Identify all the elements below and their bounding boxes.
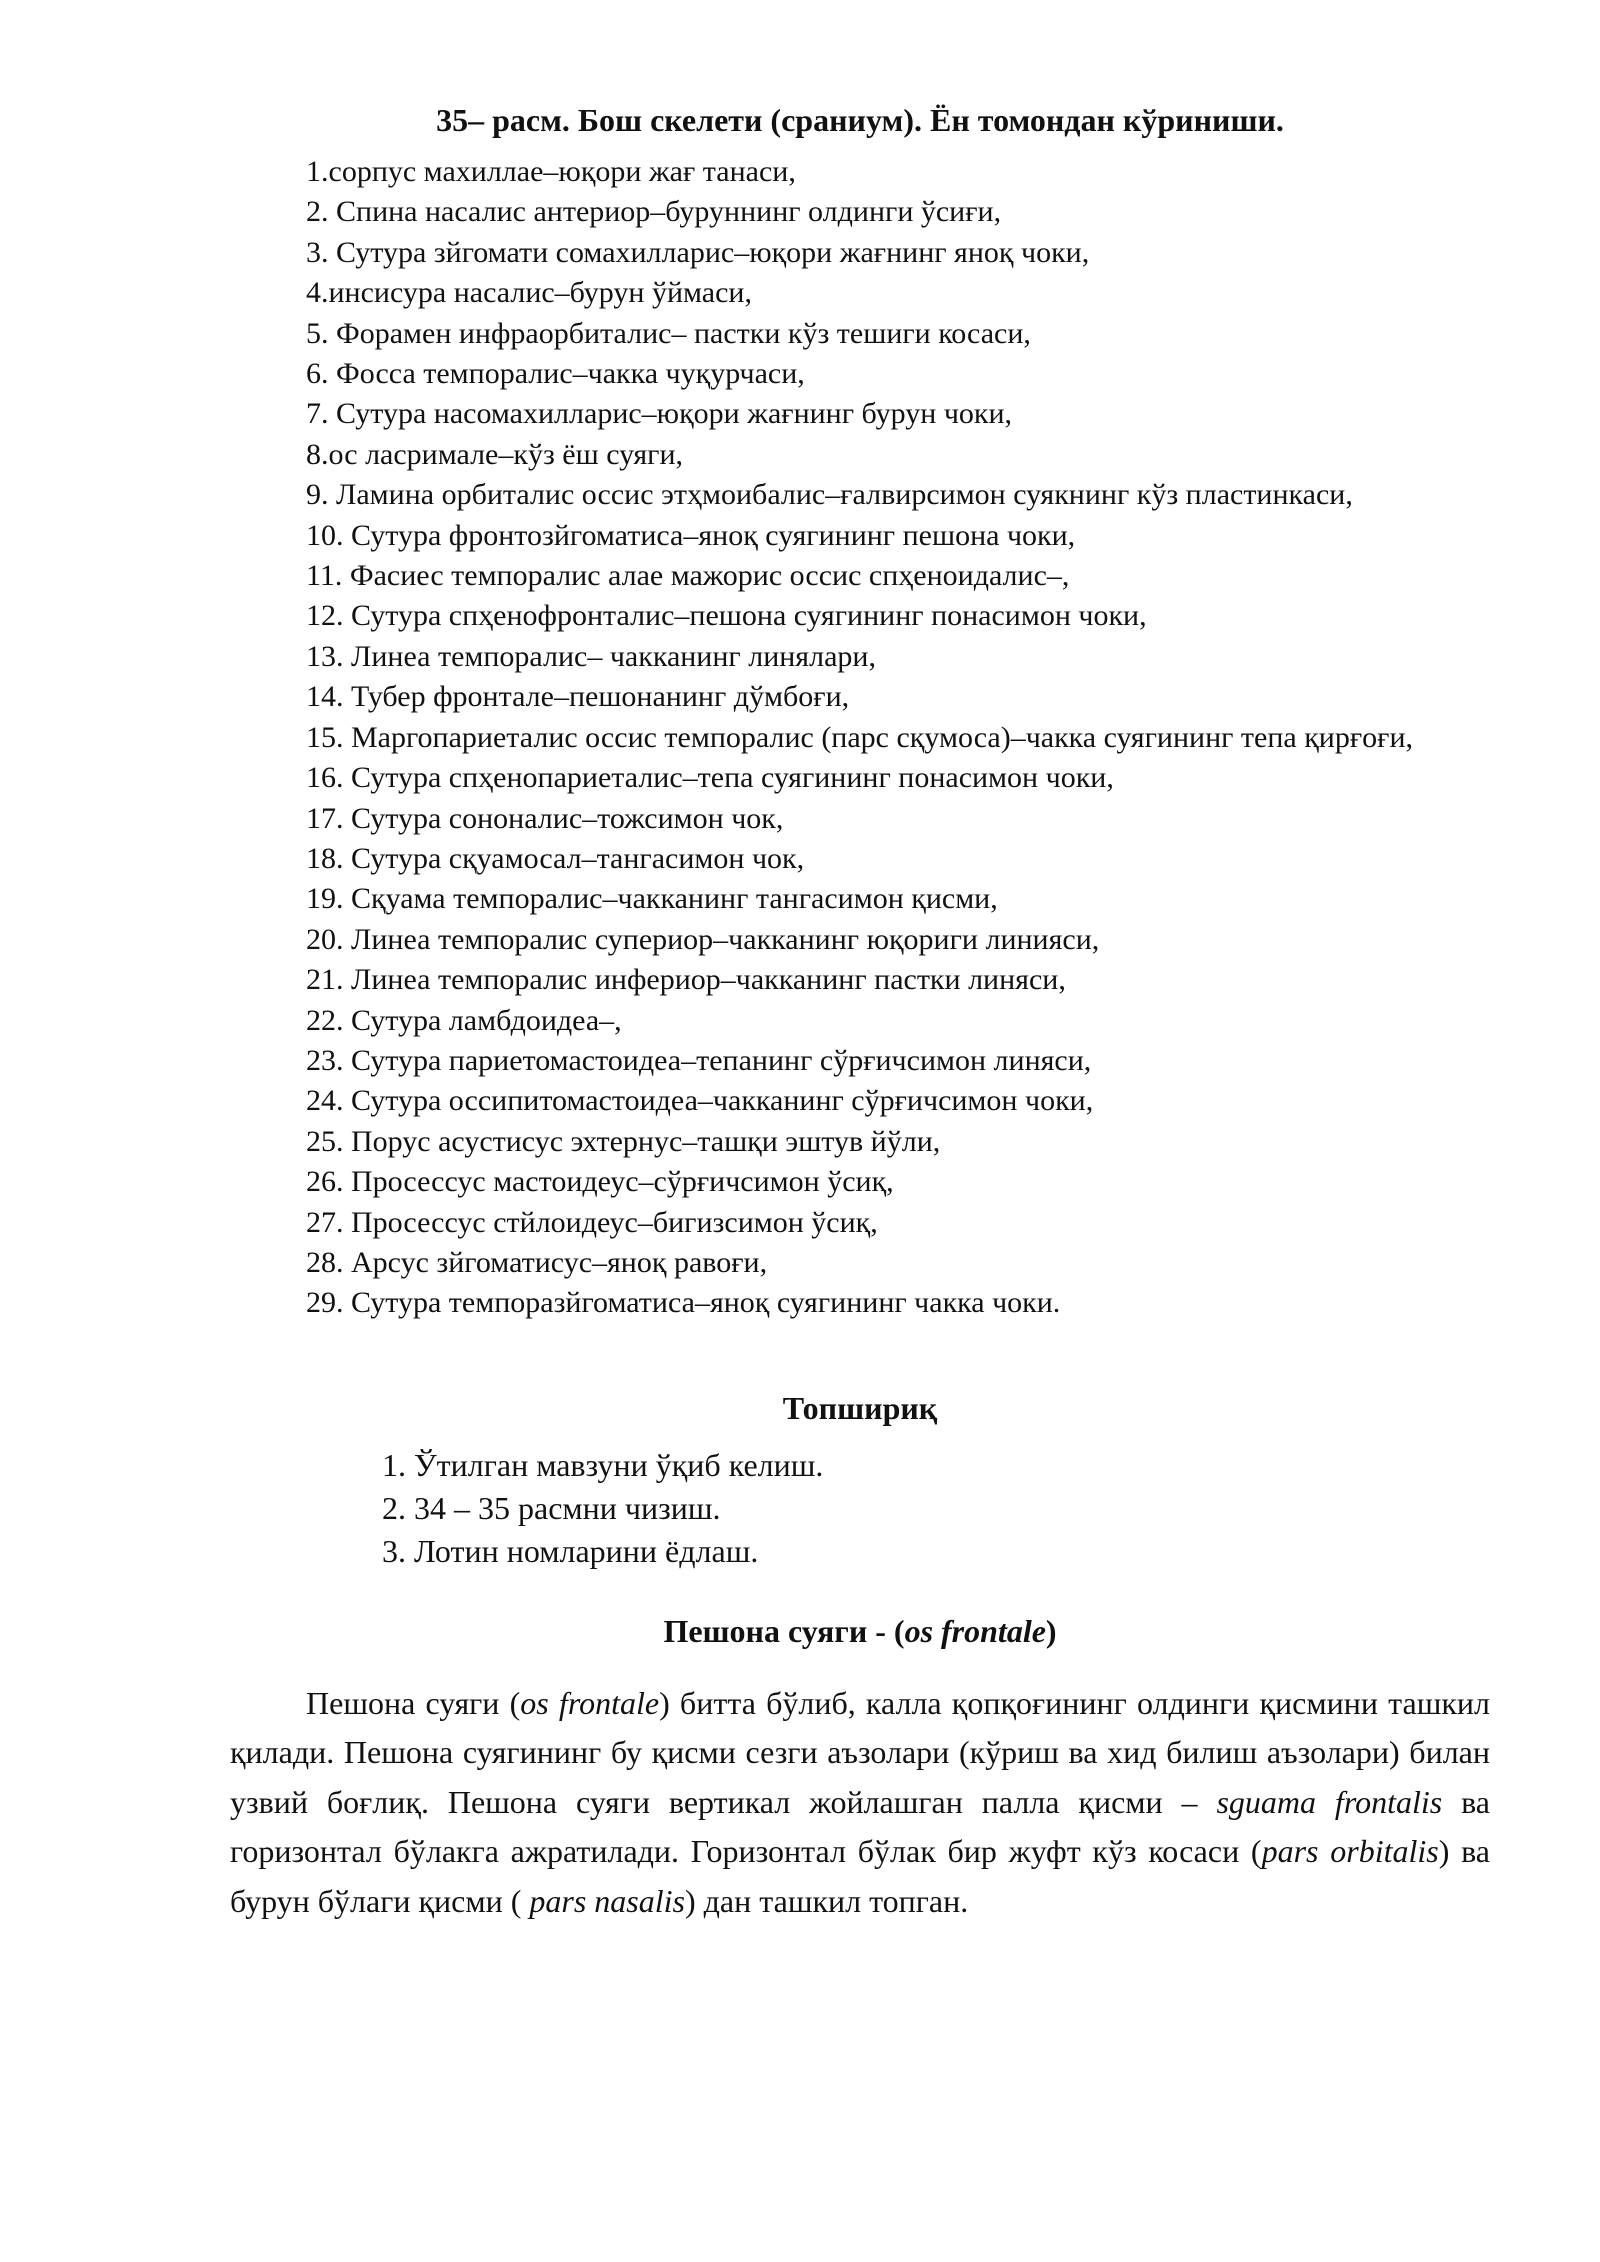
legend-item: 13. Линеа темпоралис– чакканинг линялари,: [306, 639, 876, 673]
legend-item: 11. Фасиес темпоралис алае мажорис оссис спҳеноидалис–,: [306, 559, 1070, 593]
title-text: Пешона суяги - (: [663, 1612, 905, 1649]
legend-item: 9. Ламина орбиталис оссис этҳмоибалис–ғалвирсимон суякнинг кўз пластинкаси,: [306, 478, 1353, 512]
figure-title: 35– расм. Бош скелети (сраниум). Ён томондан кўриниши.: [436, 102, 1284, 138]
legend-item: 21. Линеа темпоралис инфериор–чакканинг пастки линяси,: [306, 963, 1066, 997]
title-latin-term: os frontale: [904, 1612, 1046, 1649]
legend-item: 15. Маргопариеталис оссис темпоралис (парс сқумоса)–чакка суягининг тепа қирғоғи,: [306, 720, 1414, 754]
document-page: [230, 98, 1490, 1926]
legend-item: 24. Сутура оссипитомастоидеа–чакканинг сўрғичсимон чоки,: [306, 1084, 1094, 1118]
task-item: 2. 34 – 35 расмни чизиш.: [382, 1489, 721, 1526]
legend-item: 23. Сутура париетомастоидеа–тепанинг сўрғичсимон линяси,: [306, 1043, 1092, 1077]
latin-term: pars orbitalis: [1261, 1833, 1439, 1870]
legend-item: 12. Сутура спҳенофронталис–пешона суягининг понасимон чоки,: [306, 599, 1147, 633]
title-text: ): [1045, 1612, 1057, 1649]
legend-item: 4.инсисура насалис–бурун ўймаси,: [306, 276, 752, 310]
legend-item: 25. Порус асустисус эхтернус–ташқи эштув йўли,: [306, 1124, 941, 1158]
legend-item: 8.ос ласрималe–кўз ёш суяги,: [306, 437, 684, 471]
task-list: [230, 1444, 1490, 1573]
legend-item: 19. Сқуама темпоралис–чакканинг тангасимон қисми,: [306, 882, 998, 916]
legend-item: 29. Сутура темпоразйгоматиса–яноқ суягининг чакка чоки.: [306, 1286, 1061, 1320]
legend-item: 2. Спина насалис антериор–буруннинг олдинги ўсиғи,: [306, 195, 1002, 229]
task-item: 3. Лотин номларини ёдлаш.: [382, 1532, 759, 1569]
legend-item: 6. Фосса темпоралис–чакка чуқурчаси,: [306, 357, 805, 391]
figure-legend-list: [230, 152, 1490, 1324]
frontal-bone-paragraph: [230, 1679, 1490, 1927]
legend-item: 17. Сутура сононалис–тожсимон чок,: [306, 801, 784, 835]
legend-item: 5. Форамен инфраорбиталис– пастки кўз тешиги косаси,: [306, 316, 1031, 350]
legend-item: 26. Просессус мастоидеус–сўрғичсимон ўсиқ,: [306, 1165, 894, 1199]
frontal-bone-section-title: [230, 1609, 1490, 1653]
legend-item: 16. Сутура спҳенопариеталис–тепа суягининг понасимон чоки,: [306, 761, 1114, 795]
paragraph-text: ) дан ташкил топган.: [684, 1882, 969, 1919]
paragraph-text: ) битта бўлиб, калла қопқоғининг олдинги қисмини ташкил қилади. Пешона суягининг бу қисми сезги аъзолари (кўриш ва хид билиш аъзолари) билан узвий боғлиқ. Пешона суяги вертикал жойлашган палла қисми –: [230, 1684, 1491, 1820]
legend-item: 7. Сутура насомахилларис–юқори жағнинг бурун чоки,: [306, 397, 1013, 431]
legend-item: 22. Сутура ламбдоидеа–,: [306, 1003, 622, 1037]
legend-item: 28. Арсус зйгоматисус–яноқ равоғи,: [306, 1245, 768, 1279]
legend-item: 3. Сутура зйгомати сомахилларис–юқори жағнинг яноқ чоки,: [306, 235, 1090, 269]
task-section-title: Топшириқ: [782, 1389, 938, 1426]
task-item: 1. Ўтилган мавзуни ўқиб келиш.: [382, 1446, 824, 1483]
latin-term: pars nasalis: [529, 1882, 685, 1919]
legend-item: 14. Тубер фронтале–пешонанинг дўмбоғи,: [306, 680, 850, 714]
paragraph-text: ) ва бурун бўлаги қисми (: [230, 1833, 1491, 1919]
paragraph-text: Пешона суяги (: [306, 1684, 521, 1721]
legend-item: 1.сорпус махиллае–юқори жағ танаси,: [306, 155, 796, 188]
latin-term: os frontale: [520, 1684, 660, 1721]
latin-term: sguama frontalis: [1216, 1783, 1443, 1820]
legend-item: 10. Сутура фронтозйгоматиса–яноқ суягининг пешона чоки,: [306, 518, 1076, 552]
legend-item: 18. Сутура сқуамосал–тангасимон чок,: [306, 841, 805, 875]
legend-item: 20. Линеа темпоралис супериор–чакканинг юқориги линияси,: [306, 922, 1100, 956]
legend-item: 27. Просессус стйлоидеус–бигизсимон ўсиқ,: [306, 1205, 878, 1239]
paragraph-text: ва горизонтал бўлакга ажратилади. Горизонтал бўлак бир жуфт кўз косаси (: [230, 1783, 1491, 1870]
